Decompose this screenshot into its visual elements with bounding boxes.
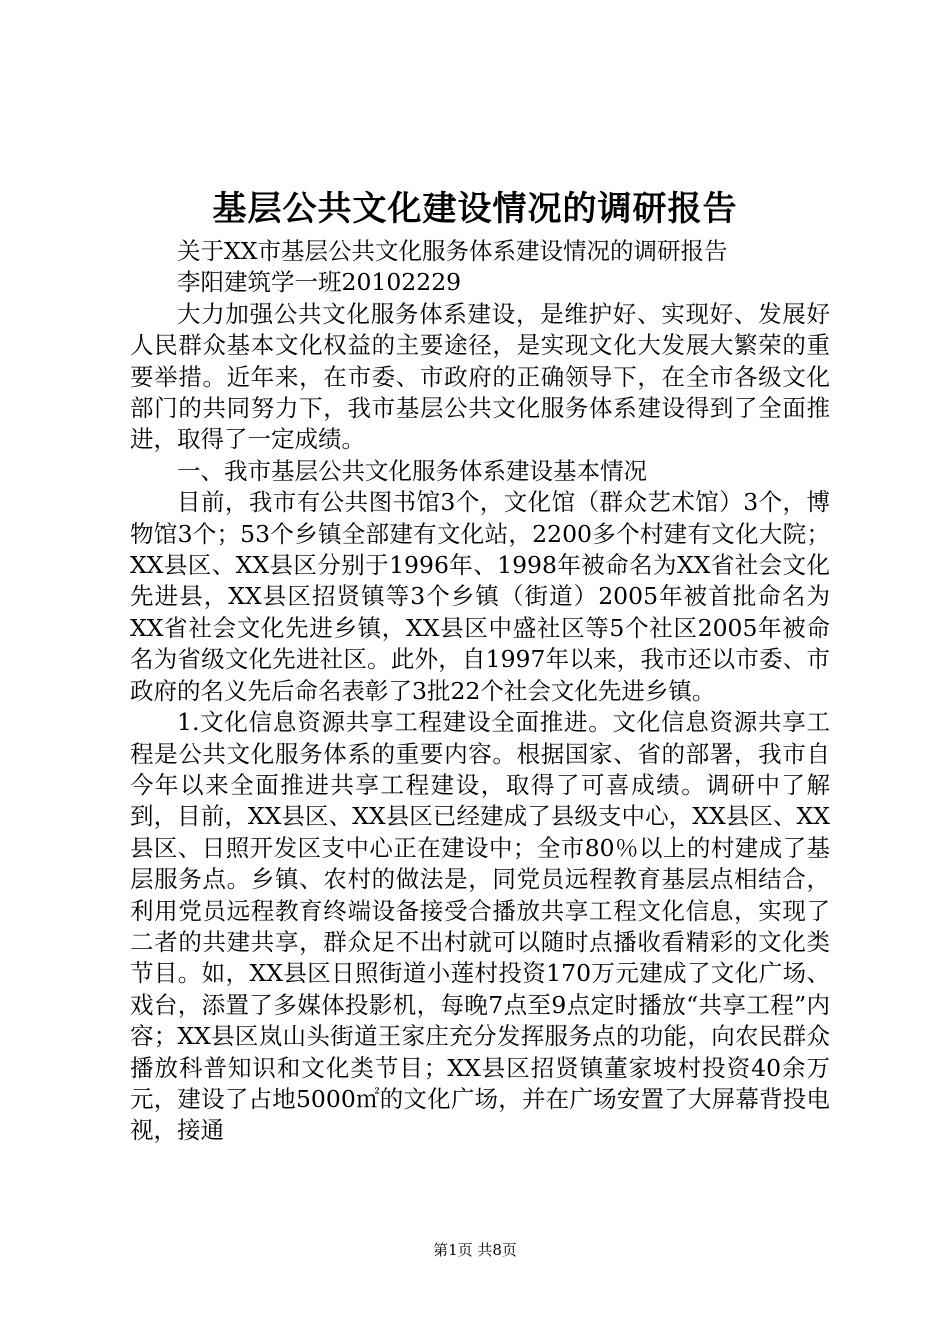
- paragraph-overview: 目前，我市有公共图书馆3个，文化馆（群众艺术馆）3个，博物馆3个；53个乡镇全部建有文化站，2200多个村建有文化大院；XX县区、XX县区分别于1996年、1998年被命名为XX省社会文化先进县，XX县区招贤镇等3个乡镇（街道）2005年被首批命名为XX省社会文化先进乡镇，XX县区中盛社区等5个社区2005年被命名为省级文化先进社区。此外，自1997年以来，我市还以市委、市政府的名义先后命名表彰了3批22个社会文化先进乡镇。: [130, 488, 830, 705]
- document-body: [130, 236, 830, 1147]
- document-title: 基层公共文化建设情况的调研报告: [212, 189, 738, 229]
- paragraph-intro: 大力加强公共文化服务体系建设，是维护好、实现好、发展好人民群众基本文化权益的主要途径，是实现文化大发展大繁荣的重要举措。近年来，在市委、市政府的正确领导下，在全市各级文化部门的共同努力下，我市基层公共文化服务体系建设得到了全面推进，取得了一定成绩。: [130, 299, 830, 454]
- section-heading: 一、我市基层公共文化服务体系建设基本情况: [177, 456, 647, 485]
- document-subtitle: 关于XX市基层公共文化服务体系建设情况的调研报告: [177, 237, 728, 265]
- page-number: 第1页 共8页: [433, 1241, 517, 1259]
- paragraph-item-1: 1.文化信息资源共享工程建设全面推进。文化信息资源共享工程是公共文化服务体系的重要内容。根据国家、省的部署，我市自今年以来全面推进共享工程建设，取得了可喜成绩。调研中了解到，目前，XX县区、XX县区已经建成了县级支中心，XX县区、XX县区、日照开发区支中心正在建设中；全市80％以上的村建成了基层服务点。乡镇、农村的做法是，同党员远程教育基层点相结合，利用党员远程教育终端设备接受合播放共享工程文化信息，实现了二者的共建共享，群众足不出村就可以随时点播收看精彩的文化类节目。如，XX县区日照街道小莲村投资170万元建成了文化广场、戏台，添置了多媒体投影机，每晚7点至9点定时播放“共享工程”内容；XX县区岚山头街道王家庄充分发挥服务点的功能，向农民群众播放科普知识和文化类节目；XX县区招贤镇董家坡村投资40余万元，建设了占地5000㎡的文化广场，并在广场安置了大屏幕背投电视，接通: [130, 708, 830, 1145]
- document-author: 李阳建筑学一班20102229: [177, 268, 462, 297]
